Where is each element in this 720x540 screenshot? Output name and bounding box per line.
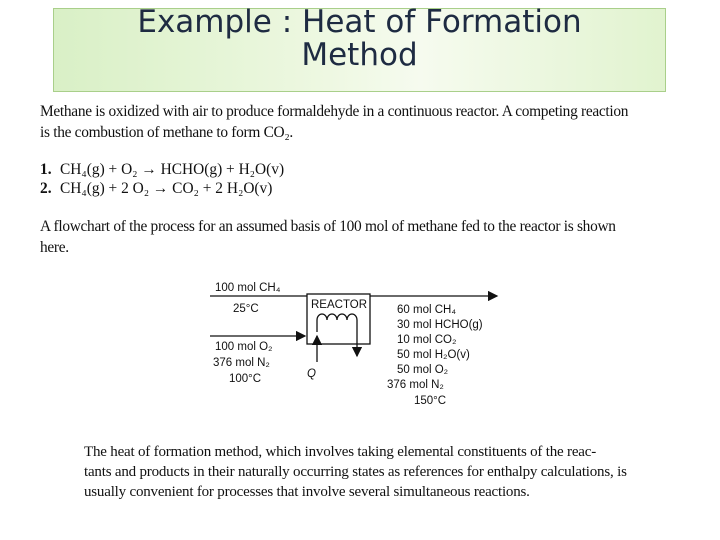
product-n2: 376 mol N₂ bbox=[387, 379, 444, 391]
feed-air-temp: 100°C bbox=[229, 373, 262, 385]
feed-methane-label: 100 mol CH₄ bbox=[215, 282, 281, 294]
method-line-1: The heat of formation method, which involves taking elemental constituents of the reac- bbox=[84, 444, 597, 460]
reaction-number: 2. bbox=[40, 180, 52, 197]
reactor-label: REACTOR bbox=[311, 299, 368, 311]
product-temp: 150°C bbox=[414, 395, 447, 407]
reaction-item bbox=[40, 179, 284, 198]
reaction-list bbox=[40, 160, 284, 198]
reaction-equation: CH₄(g) + 2 O₂ → CO₂ + 2 H₂O(v) bbox=[60, 180, 273, 197]
intro-paragraph bbox=[40, 101, 690, 143]
flowchart-line-1: A flowchart of the process for an assumed basis of 100 mol of methane fed to the reactor is shown bbox=[40, 218, 616, 235]
feed-air-o2: 100 mol O₂ bbox=[215, 341, 273, 353]
process-flowchart bbox=[205, 276, 505, 416]
title-line-2: Method bbox=[301, 37, 418, 73]
feed-air-n2: 376 mol N₂ bbox=[213, 357, 270, 369]
feed-methane-temp: 25°C bbox=[233, 303, 259, 315]
flowchart-line-2: here. bbox=[40, 239, 69, 256]
intro-line-2: is the combustion of methane to form CO₂. bbox=[40, 124, 293, 141]
page-title bbox=[53, 6, 666, 72]
reaction-item bbox=[40, 160, 284, 179]
heating-coil-icon bbox=[317, 314, 357, 356]
product-o2: 50 mol O₂ bbox=[397, 364, 449, 376]
method-line-3: usually convenient for processes that involve several simultaneous reactions. bbox=[84, 484, 530, 500]
flowchart-paragraph bbox=[40, 216, 690, 258]
product-h2o: 50 mol H₂O(v) bbox=[397, 349, 470, 361]
reaction-number: 1. bbox=[40, 161, 52, 178]
product-hcho: 30 mol HCHO(g) bbox=[397, 319, 483, 331]
product-ch4: 60 mol CH₄ bbox=[397, 304, 457, 316]
intro-line-1: Methane is oxidized with air to produce formaldehyde in a continuous reactor. A competing reaction bbox=[40, 103, 629, 120]
method-line-2: tants and products in their naturally occurring states as references for enthalpy calculations, is bbox=[84, 464, 627, 480]
heat-label: Q bbox=[307, 368, 316, 380]
product-co2: 10 mol CO₂ bbox=[397, 334, 457, 346]
reaction-equation: CH₄(g) + O₂ → HCHO(g) + H₂O(v) bbox=[60, 161, 285, 178]
title-line-1: Example : Heat of Formation bbox=[137, 4, 582, 40]
method-paragraph bbox=[84, 442, 654, 502]
